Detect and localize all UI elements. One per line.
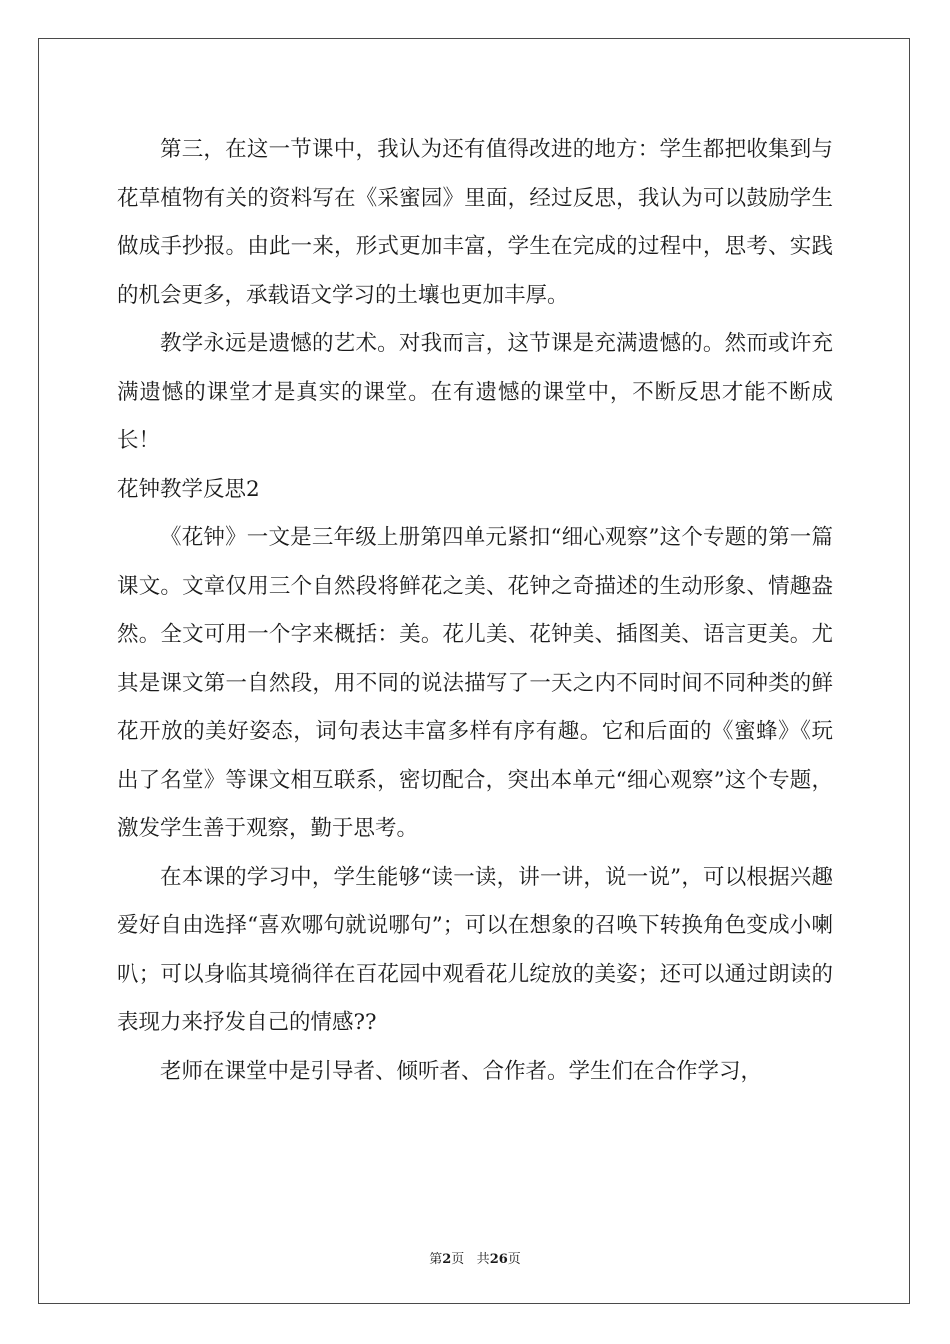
total-suffix: 页 — [507, 1252, 521, 1267]
paragraph-5: 老师在课堂中是引导者、倾听者、合作者。学生们在合作学习， — [160, 1058, 763, 1084]
page-suffix: 页 — [451, 1252, 465, 1267]
paragraph-3: 《花钟》一文是三年级上册第四单元紧扣“细心观察”这个专题的第一篇课文。文章仅用三个自然段将鲜花之美、花钟之奇描述的生动形象、情趣盎然。全文可用一个字来概括：美。花儿美、花钟美、插图美、语言更美。尤其是课文第一自然段，用不同的说法描写了一天之内不同时间不同种类的鲜花开放的美好姿态，词句表达丰富多样有序有趣。它和后面的《蜜蜂》《玩出了名堂》等课文相互联系，密切配合，突出本单元“细心观察”这个专题，激发学生善于观察，勤于思考。 — [117, 525, 833, 841]
total-pages: 26 — [489, 1252, 508, 1267]
section-heading: 花钟教学反思2 — [117, 476, 260, 502]
page-prefix: 第 — [429, 1252, 443, 1267]
paragraph-1: 第三，在这一节课中，我认为还有值得改进的地方：学生都把收集到与花草植物有关的资料写在《采蜜园》里面，经过反思，我认为可以鼓励学生做成手抄报。由此一来，形式更加丰富，学生在完成的过程中，思考、实践的机会更多，承载语文学习的土壤也更加丰厚。 — [117, 137, 833, 308]
page-footer — [0, 1248, 950, 1267]
document-body — [117, 126, 833, 1096]
paragraph-4: 在本课的学习中，学生能够“读一读，讲一讲，说一说”，可以根据兴趣爱好自由选择“喜欢哪句就说哪句”；可以在想象的召唤下转换角色变成小喇叭；可以身临其境徜徉在百花园中观看花儿绽放的美姿；还可以通过朗读的表现力来抒发自己的情感?? — [117, 864, 833, 1035]
total-prefix: 共 — [476, 1252, 490, 1267]
page-number: 2 — [442, 1252, 452, 1267]
paragraph-2: 教学永远是遗憾的艺术。对我而言，这节课是充满遗憾的。然而或许充满遗憾的课堂才是真实的课堂。在有遗憾的课堂中，不断反思才能不断成长！ — [117, 331, 833, 453]
